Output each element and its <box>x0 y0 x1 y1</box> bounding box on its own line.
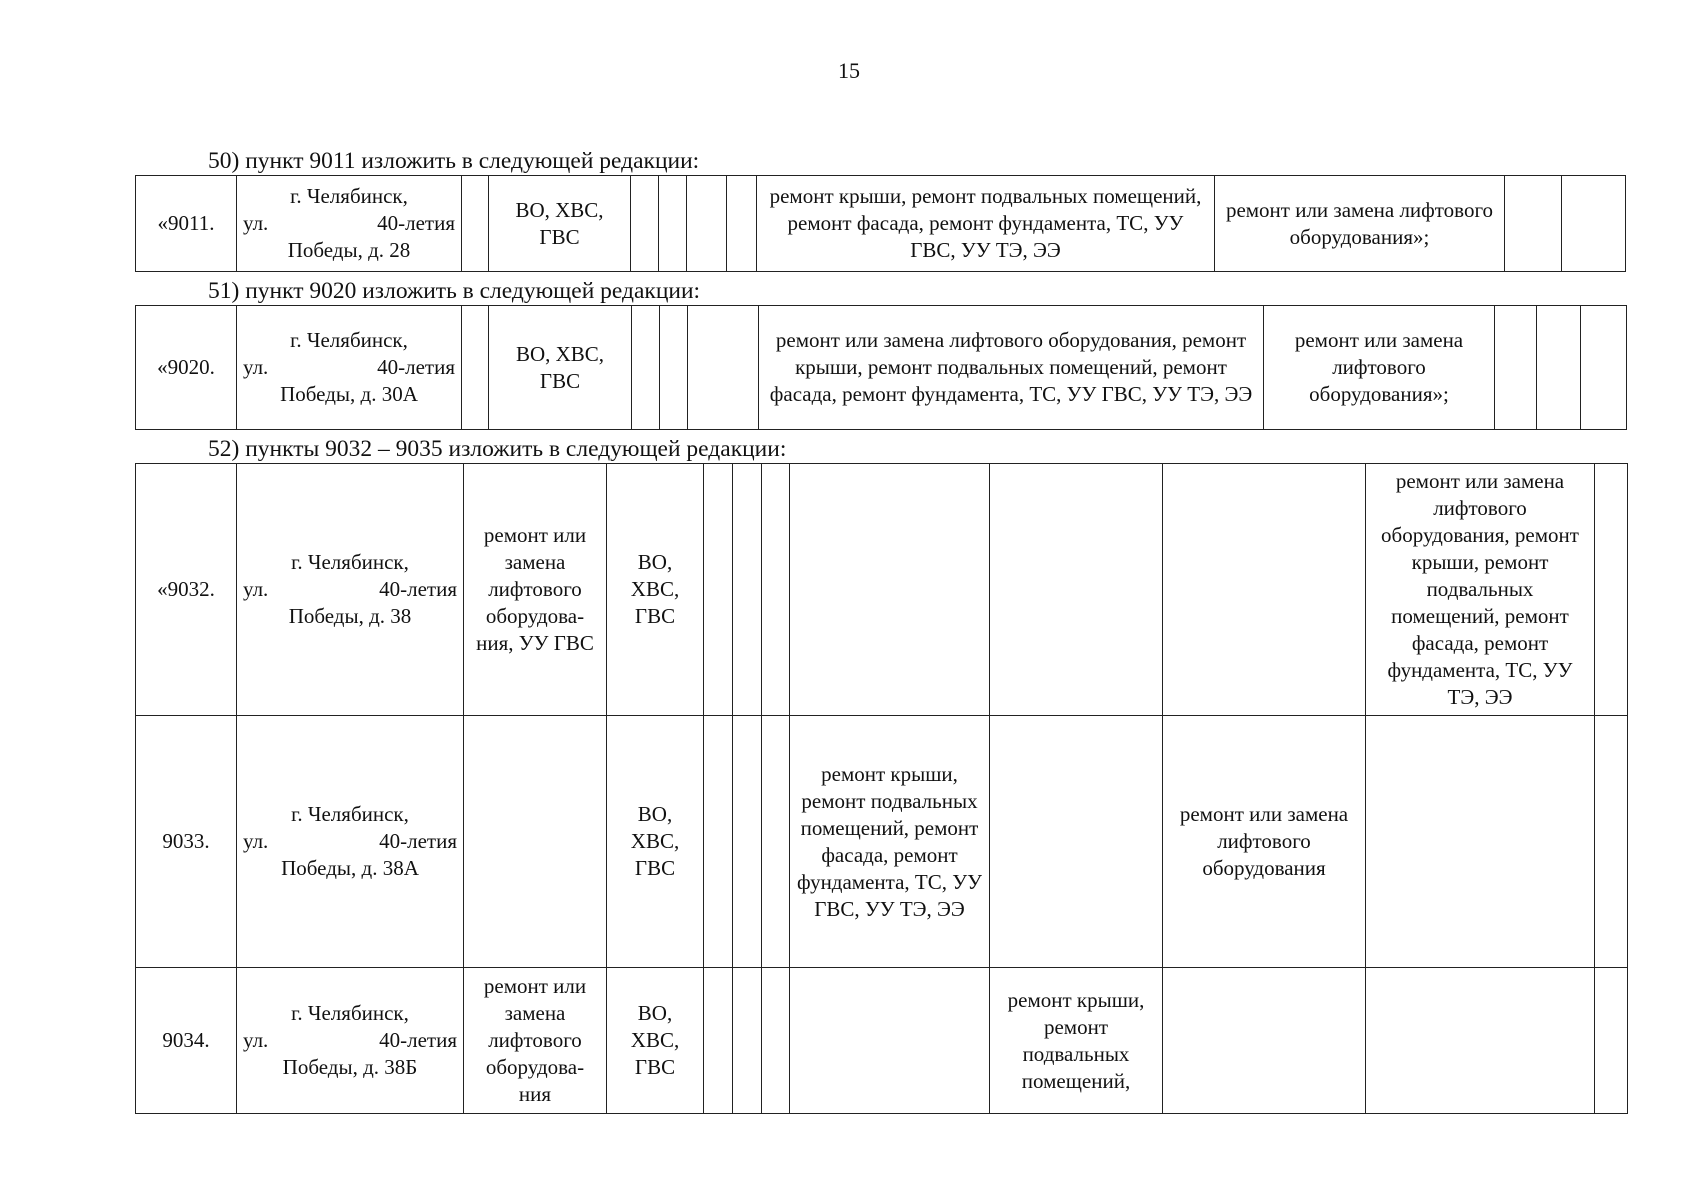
empty-cell <box>1595 968 1628 1114</box>
address-cell <box>237 306 462 430</box>
works-cell <box>790 464 990 716</box>
services-cell: ВО, ХВС, ГВС <box>607 716 704 968</box>
empty-cell <box>687 176 727 272</box>
address-street-name: 40-летия <box>377 355 455 379</box>
address-city: г. Челябинск, <box>290 328 408 352</box>
item-number: 9033. <box>136 716 237 968</box>
empty-cell <box>1537 306 1581 430</box>
works-cell <box>990 464 1163 716</box>
empty-cell <box>762 464 790 716</box>
works-cell <box>990 716 1163 968</box>
address-cell <box>237 464 464 716</box>
empty-cell <box>733 968 762 1114</box>
works-cell <box>464 716 607 968</box>
table-item-9020 <box>135 305 1627 430</box>
item-number: «9020. <box>136 306 237 430</box>
address-cell <box>237 176 462 272</box>
address-cell <box>237 968 464 1114</box>
empty-cell <box>660 306 688 430</box>
empty-cell <box>727 176 757 272</box>
works-cell <box>1163 968 1366 1114</box>
address-street-name: 40-летия <box>379 577 457 601</box>
works-cell: ремонт или замена лифтового оборудова-ния, УУ ГВС <box>464 464 607 716</box>
address-street-prefix: ул. <box>243 829 269 853</box>
item-number: «9011. <box>136 176 237 272</box>
table-item-9011 <box>135 175 1626 272</box>
page-number: 15 <box>838 58 860 83</box>
empty-cell <box>762 968 790 1114</box>
empty-cell <box>704 716 733 968</box>
empty-cell <box>1495 306 1537 430</box>
services-cell: ВО, ХВС, ГВС <box>607 968 704 1114</box>
address-city: г. Челябинск, <box>291 550 409 574</box>
table-row <box>136 176 1626 272</box>
works-cell: ремонт или замена лифтового оборудования»; <box>1215 176 1505 272</box>
empty-cell <box>631 176 659 272</box>
address-house: Победы, д. 38Б <box>282 1055 418 1079</box>
works-cell <box>1366 968 1595 1114</box>
address-cell <box>237 716 464 968</box>
works-cell: ремонт или замена лифтового оборудования»; <box>1264 306 1495 430</box>
services-cell: ВО, ХВС, ГВС <box>489 306 632 430</box>
address-house: Победы, д. 38 <box>288 604 412 628</box>
works-cell: ремонт или замена лифтового оборудова-ния <box>464 968 607 1114</box>
services-cell: ВО, ХВС, ГВС <box>607 464 704 716</box>
empty-cell <box>688 306 759 430</box>
works-cell <box>790 968 990 1114</box>
address-street-prefix: ул. <box>243 355 269 379</box>
section-heading-52: 52) пункты 9032 – 9035 изложить в следующей редакции: <box>208 436 787 462</box>
works-cell: ремонт крыши, ремонт подвальных помещений, <box>990 968 1163 1114</box>
empty-cell <box>462 306 489 430</box>
empty-cell <box>1562 176 1626 272</box>
item-number: 9034. <box>136 968 237 1114</box>
address-street-name: 40-летия <box>377 211 455 235</box>
empty-cell <box>462 176 489 272</box>
empty-cell <box>733 464 762 716</box>
table-row <box>136 716 1628 968</box>
section-heading-50: 50) пункт 9011 изложить в следующей редакции: <box>208 148 700 174</box>
empty-cell <box>659 176 687 272</box>
table-row <box>136 306 1627 430</box>
empty-cell <box>1581 306 1627 430</box>
empty-cell <box>733 716 762 968</box>
works-cell: ремонт или замена лифтового оборудования, ремонт крыши, ремонт подвальных помещений, ремонт фасада, ремонт фундамента, ТС, УУ ТЭ, ЭЭ <box>1366 464 1595 716</box>
empty-cell <box>762 716 790 968</box>
empty-cell <box>704 464 733 716</box>
services-cell: ВО, ХВС, ГВС <box>489 176 631 272</box>
table-row <box>136 464 1628 716</box>
address-house: Победы, д. 38А <box>281 856 419 880</box>
address-street-prefix: ул. <box>243 577 269 601</box>
works-cell <box>1366 716 1595 968</box>
item-number: «9032. <box>136 464 237 716</box>
address-city: г. Челябинск, <box>291 1001 409 1025</box>
works-cell: ремонт или замена лифтового оборудования, ремонт крыши, ремонт подвальных помещений, ремонт фасада, ремонт фундамента, ТС, УУ ГВС, УУ ТЭ, ЭЭ <box>759 306 1264 430</box>
works-cell: ремонт крыши, ремонт подвальных помещений, ремонт фасада, ремонт фундамента, ТС, УУ ГВС, УУ ТЭ, ЭЭ <box>757 176 1215 272</box>
empty-cell <box>1505 176 1562 272</box>
works-cell: ремонт крыши, ремонт подвальных помещений, ремонт фасада, ремонт фундамента, ТС, УУ ГВС, УУ ТЭ, ЭЭ <box>790 716 990 968</box>
address-street-name: 40-летия <box>379 829 457 853</box>
empty-cell <box>704 968 733 1114</box>
section-heading-51: 51) пункт 9020 изложить в следующей редакции: <box>208 278 701 304</box>
address-city: г. Челябинск, <box>290 184 408 208</box>
empty-cell <box>632 306 660 430</box>
address-street-prefix: ул. <box>243 211 269 235</box>
empty-cell <box>1595 716 1628 968</box>
table-items-9032-9035 <box>135 463 1628 1114</box>
empty-cell <box>1595 464 1628 716</box>
address-house: Победы, д. 28 <box>287 238 411 262</box>
table-row <box>136 968 1628 1114</box>
address-street-prefix: ул. <box>243 1028 269 1052</box>
works-cell <box>1163 464 1366 716</box>
address-house: Победы, д. 30А <box>280 382 418 406</box>
address-city: г. Челябинск, <box>291 802 409 826</box>
address-street-name: 40-летия <box>379 1028 457 1052</box>
works-cell: ремонт или замена лифтового оборудования <box>1163 716 1366 968</box>
